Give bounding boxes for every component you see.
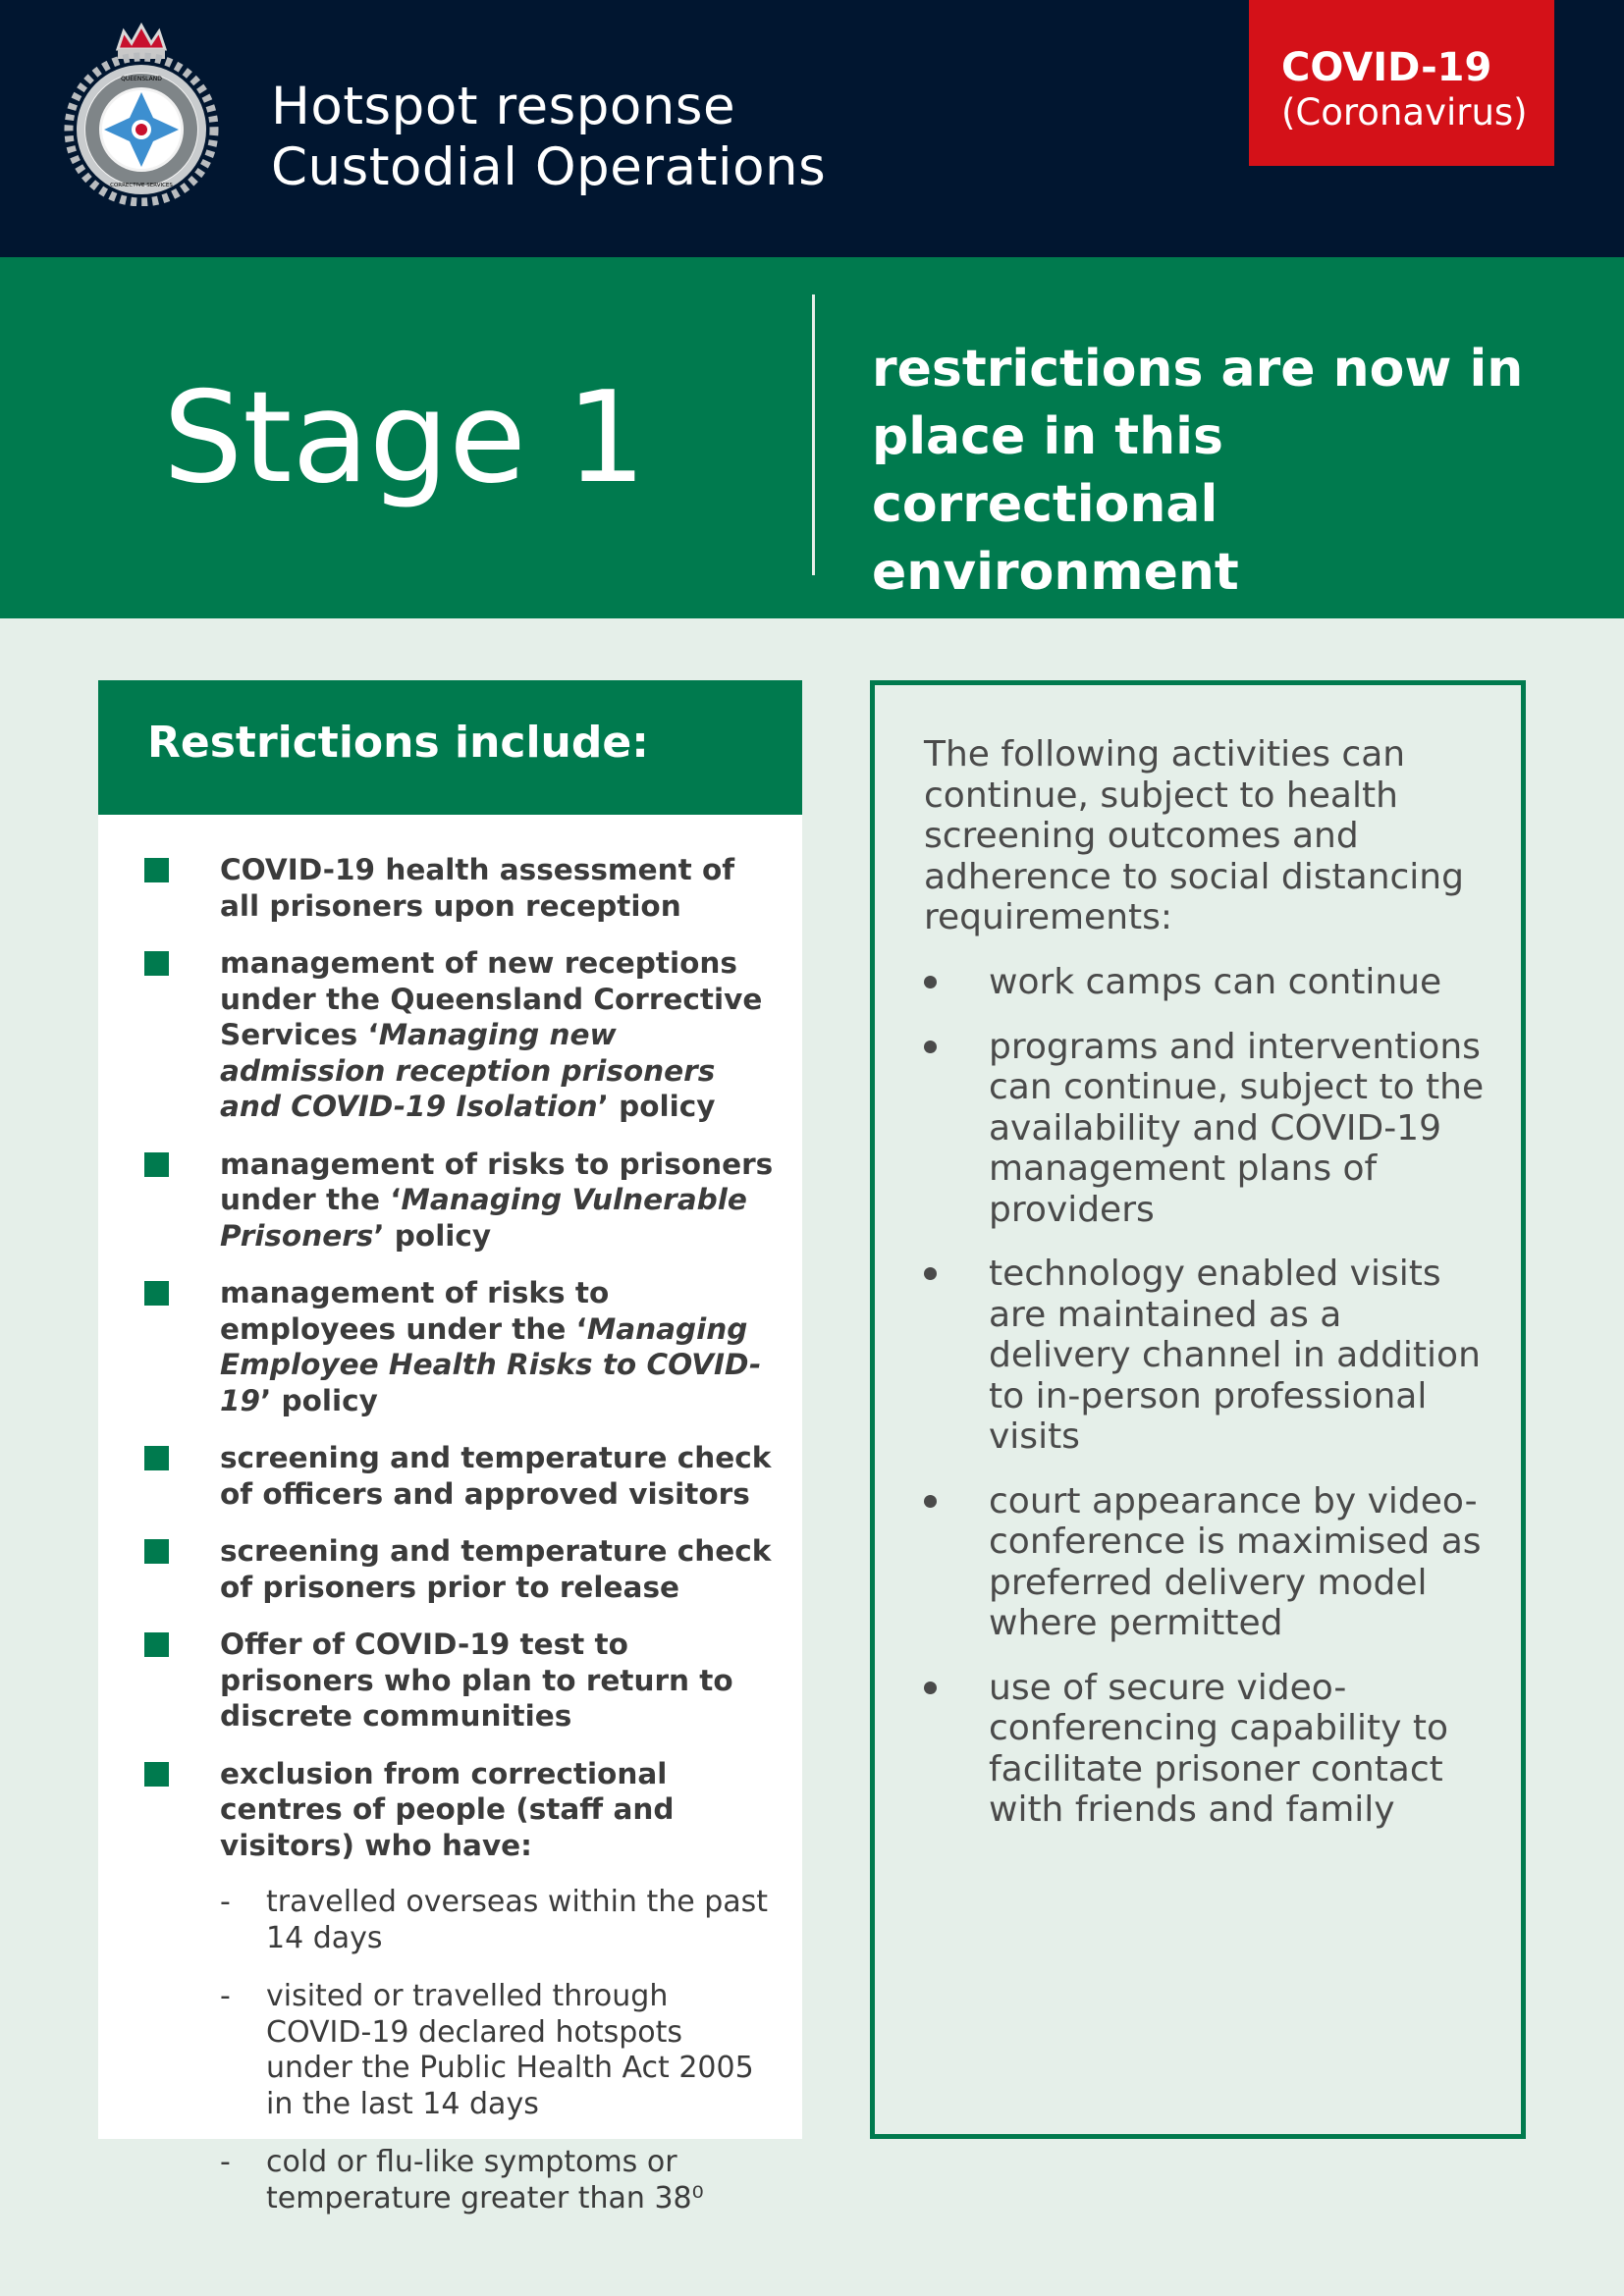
activity-item: technology enabled visits are maintained as a delivery channel in addition to in-person professional visits bbox=[875, 1254, 1523, 1458]
stage-message bbox=[872, 336, 1579, 607]
bullet-dot-icon bbox=[924, 1041, 937, 1053]
bullet-square-icon bbox=[144, 1152, 169, 1177]
covid-badge bbox=[1249, 0, 1554, 166]
activity-item: work camps can continue bbox=[875, 962, 1523, 1003]
restriction-item: management of risks to prisoners under the ‘Managing Vulnerable Prisoners’ policy bbox=[98, 1147, 802, 1255]
bullet-square-icon bbox=[144, 1632, 169, 1657]
header-title-line1: Hotspot response bbox=[271, 77, 736, 136]
activity-item: court appearance by video-conference is maximised as preferred delivery model where permitted bbox=[875, 1481, 1523, 1644]
stage-message-line2: place in this correctional bbox=[872, 407, 1223, 534]
svg-text:QUEENSLAND: QUEENSLAND bbox=[121, 76, 162, 82]
bullet-square-icon bbox=[144, 1446, 169, 1470]
restrictions-list bbox=[98, 852, 802, 1863]
restriction-item: screening and temperature check of officers and approved visitors bbox=[98, 1440, 802, 1512]
activities-card bbox=[870, 680, 1526, 2139]
stage-banner bbox=[0, 257, 1624, 618]
restriction-item: exclusion from correctional centres of people (staff and visitors) who have: bbox=[98, 1756, 802, 1864]
bullet-square-icon bbox=[144, 858, 169, 882]
activity-item: programs and interventions can continue, subject to the availability and COVID-19 management plans of providers bbox=[875, 1027, 1523, 1231]
activity-item: use of secure video-conferencing capability to facilitate prisoner contact with friends and family bbox=[875, 1668, 1523, 1831]
restriction-item: screening and temperature check of prisoners prior to release bbox=[98, 1533, 802, 1605]
dash-bullet: - bbox=[220, 1979, 231, 2013]
restriction-item: Offer of COVID-19 test to prisoners who plan to return to discrete communities bbox=[98, 1627, 802, 1735]
exclusion-sublist bbox=[98, 1885, 802, 2216]
bullet-dot-icon bbox=[924, 976, 937, 988]
header-title bbox=[271, 77, 826, 198]
qcs-crest-logo bbox=[63, 20, 220, 206]
bullet-square-icon bbox=[144, 1762, 169, 1787]
banner-divider bbox=[812, 294, 815, 575]
dash-bullet: - bbox=[220, 1885, 231, 1919]
stage-message-line3: environment bbox=[872, 543, 1239, 602]
covid-badge-subtitle: (Coronavirus) bbox=[1281, 91, 1528, 133]
bullet-dot-icon bbox=[924, 1267, 937, 1280]
activities-intro: The following activities can continue, subject to health screening outcomes and adherence to social distancing requirements: bbox=[924, 734, 1464, 937]
bullet-dot-icon bbox=[924, 1495, 937, 1508]
bullet-square-icon bbox=[144, 951, 169, 976]
bullet-square-icon bbox=[144, 1539, 169, 1564]
exclusion-item: - cold or flu-like symptoms or temperature greater than 38⁰ bbox=[220, 2145, 704, 2216]
dash-bullet: - bbox=[220, 2145, 231, 2179]
stage-title: Stage 1 bbox=[163, 365, 646, 511]
exclusion-item: - travelled overseas within the past 14 days bbox=[220, 1885, 769, 1955]
restriction-item: management of new receptions under the Queensland Corrective Services ‘Managing new admission reception prisoners and COVID-19 Isolation’ policy bbox=[98, 945, 802, 1125]
covid-badge-title: COVID-19 bbox=[1281, 45, 1492, 90]
activities-list bbox=[875, 962, 1523, 1854]
exclusion-item: - visited or travelled through COVID-19 declared hotspots under the Public Health Act 2005 in the last 14 days bbox=[220, 1979, 754, 2121]
stage-message-line1: restrictions are now in bbox=[872, 340, 1524, 399]
restrictions-heading: Restrictions include: bbox=[98, 680, 802, 815]
svg-text:CORRECTIVE SERVICES: CORRECTIVE SERVICES bbox=[110, 183, 173, 188]
header bbox=[0, 0, 1624, 257]
restriction-item: management of risks to employees under the ‘Managing Employee Health Risks to COVID-19’ policy bbox=[98, 1275, 802, 1418]
restriction-item: COVID-19 health assessment of all prisoners upon reception bbox=[98, 852, 802, 924]
header-title-line2: Custodial Operations bbox=[271, 137, 827, 197]
bullet-square-icon bbox=[144, 1281, 169, 1306]
restrictions-card bbox=[98, 680, 802, 2216]
bullet-dot-icon bbox=[924, 1682, 937, 1694]
